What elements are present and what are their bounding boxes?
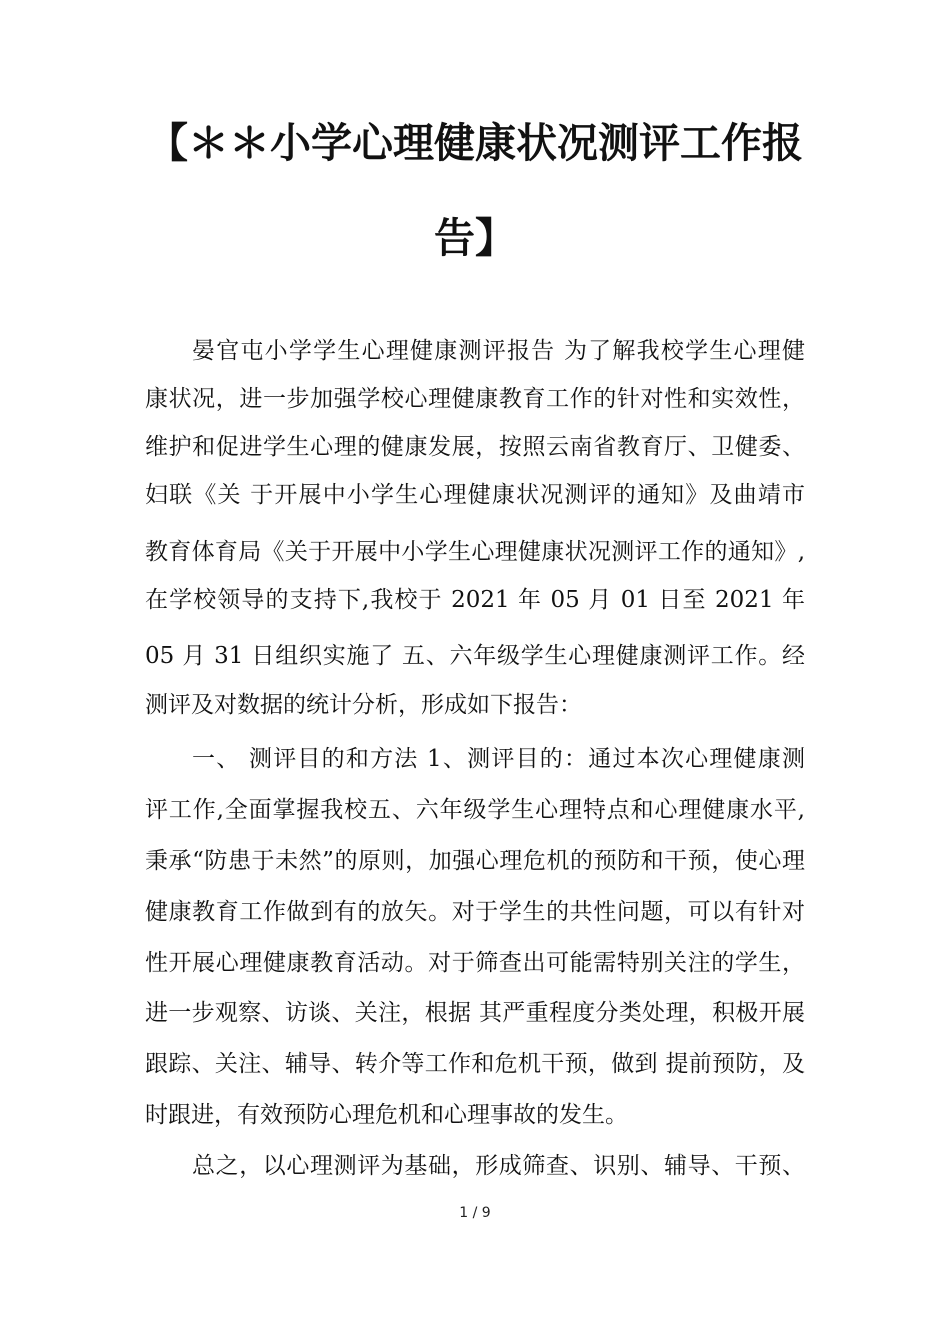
document-title-line-1: 【＊＊小学心理健康状况测评工作报 [147, 119, 803, 167]
body-text-line: 测评及对数据的统计分析，形成如下报告： [145, 692, 582, 718]
body-text-line: 康状况，进一步加强学校心理健康教育工作的针对性和实效性， [145, 386, 805, 412]
body-text-line: 评工作,全面掌握我校五、六年级学生心理特点和心理健康水平, [145, 797, 805, 823]
body-text-line: 时跟进，有效预防心理危机和心理事故的发生。 [145, 1102, 628, 1128]
body-text-line: 跟踪、关注、辅导、转介等工作和危机干预，做到 提前预防，及 [145, 1051, 805, 1077]
document-title-line-2: 告】 [434, 214, 516, 262]
body-text-line: 总之，以心理测评为基础，形成筛查、识别、辅导、干预、 [192, 1153, 805, 1179]
body-text-line: 在学校领导的支持下,我校于 2021 年 05 月 01 日至 2021 年 [145, 587, 805, 613]
page-indicator: 1 / 9 [459, 1205, 491, 1221]
body-text-line: 一、 测评目的和方法 1、测评目的：通过本次心理健康测 [192, 746, 805, 772]
body-text-line: 秉承“防患于未然”的原则，加强心理危机的预防和干预，使心理 [145, 848, 805, 874]
body-text-line: 晏官屯小学学生心理健康测评报告 为了解我校学生心理健 [192, 338, 805, 364]
body-text-line: 维护和促进学生心理的健康发展，按照云南省教育厅、卫健委、 [145, 434, 805, 460]
body-text-line: 健康教育工作做到有的放矢。对于学生的共性问题，可以有针对 [145, 899, 805, 925]
body-text-line: 性开展心理健康教育活动。对于筛查出可能需特别关注的学生， [145, 950, 805, 976]
body-text-line: 进一步观察、访谈、关注，根据 其严重程度分类处理，积极开展 [145, 1000, 805, 1026]
body-text-line: 05 月 31 日组织实施了 五、六年级学生心理健康测评工作。经 [145, 643, 805, 669]
body-text-line: 教育体育局《关于开展中小学生心理健康状况测评工作的通知》, [145, 539, 805, 565]
body-text-line: 妇联《关 于开展中小学生心理健康状况测评的通知》及曲靖市 [145, 482, 805, 508]
